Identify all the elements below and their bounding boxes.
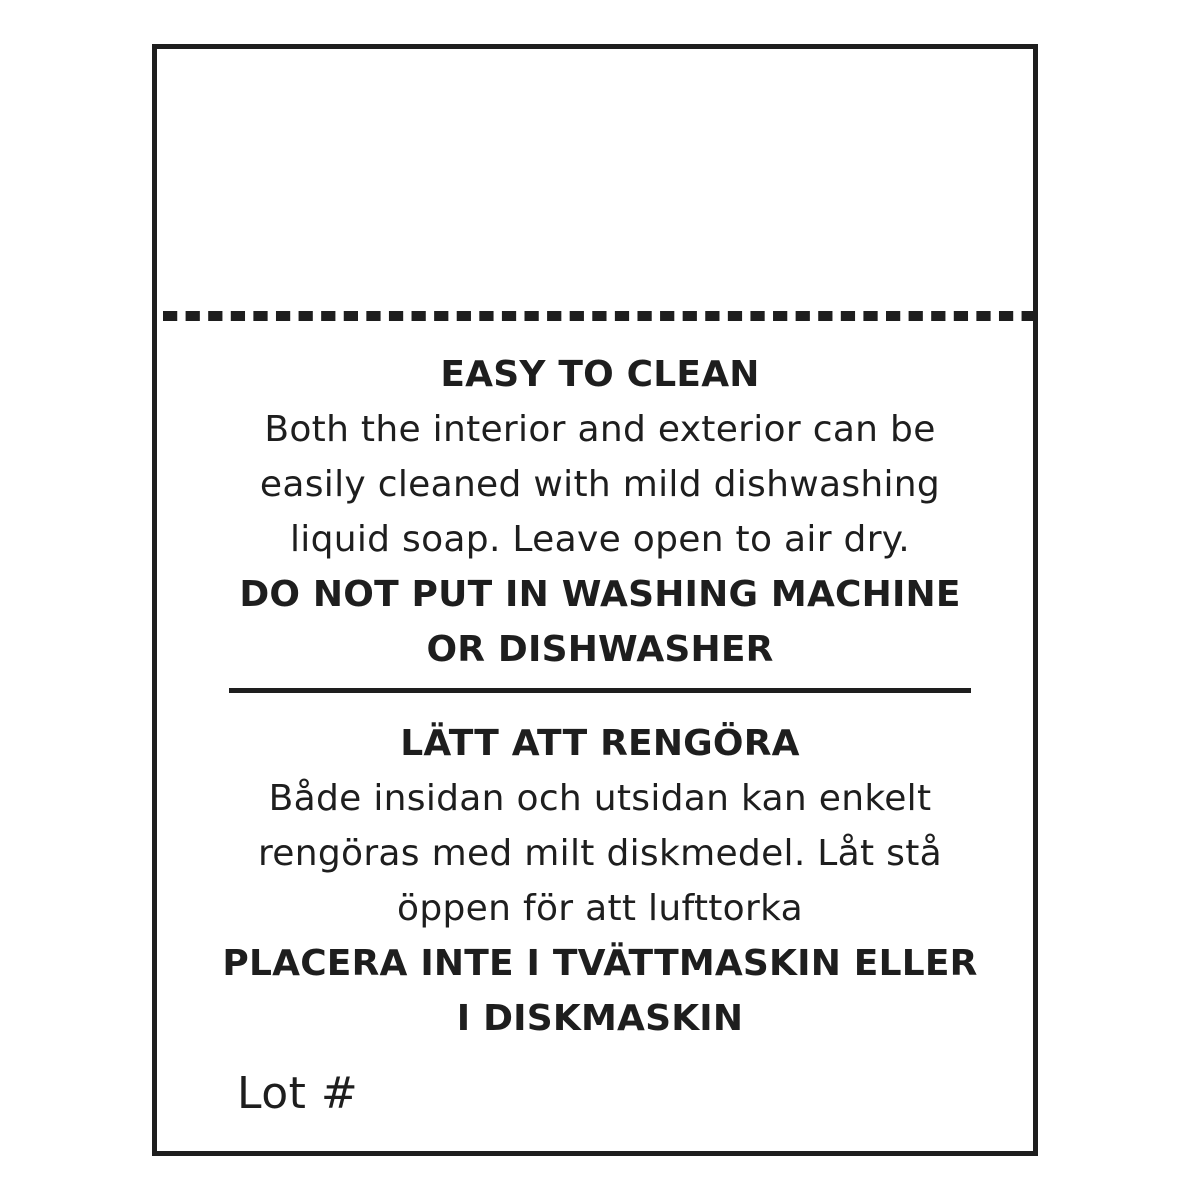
cut-line-dashed-divider xyxy=(163,311,1039,321)
lot-number-label: Lot # xyxy=(237,1068,359,1119)
swedish-heading: LÄTT ATT RENGÖRA xyxy=(400,723,800,764)
swedish-care-section xyxy=(160,716,1040,1046)
english-warning-line-1: DO NOT PUT IN WASHING MACHINE xyxy=(239,574,961,615)
swedish-body-line-1: Både insidan och utsidan kan enkelt xyxy=(268,778,932,819)
swedish-warning-line-2: I DISKMASKIN xyxy=(456,998,744,1039)
english-body-line-3: liquid soap. Leave open to air dry. xyxy=(289,519,911,560)
swedish-warning-line-1: PLACERA INTE I TVÄTTMASKIN ELLER xyxy=(222,943,978,984)
language-divider xyxy=(229,688,971,693)
swedish-body-line-2: rengöras med milt diskmedel. Låt stå xyxy=(257,833,943,874)
swedish-body-line-3: öppen för att lufttorka xyxy=(397,888,803,929)
english-heading: EASY TO CLEAN xyxy=(440,354,760,395)
english-warning-line-2: OR DISHWASHER xyxy=(426,629,774,670)
english-body-line-2: easily cleaned with mild dishwashing xyxy=(259,464,941,505)
english-body-line-1: Both the interior and exterior can be xyxy=(264,409,936,450)
english-care-section xyxy=(160,347,1040,677)
